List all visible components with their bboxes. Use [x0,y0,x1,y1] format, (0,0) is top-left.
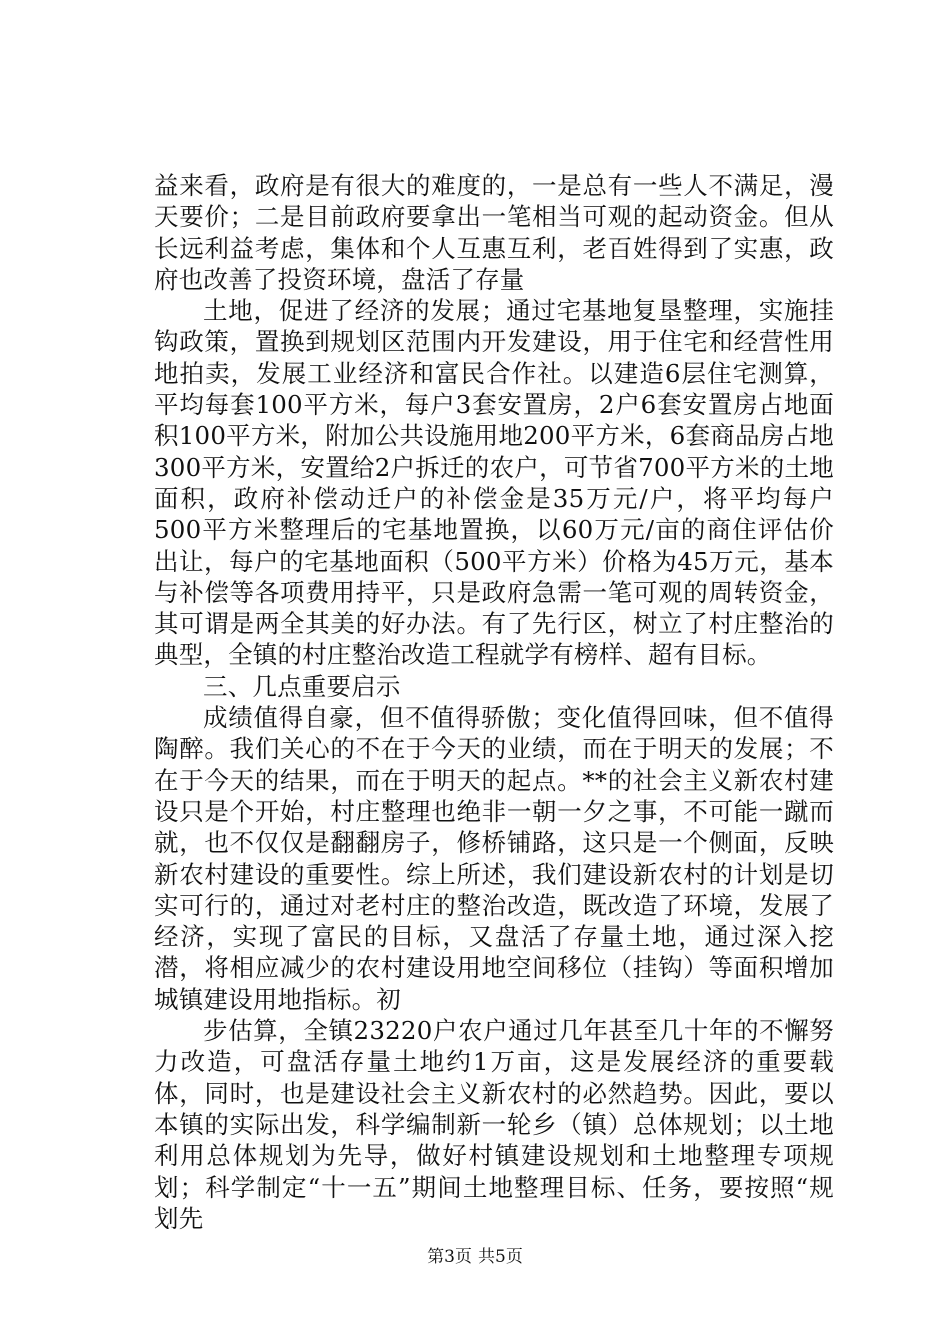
page-total: 共5页 [478,1247,523,1267]
paragraph-achievements: 成绩值得自豪，但不值得骄傲；变化值得回味，但不值得陶醉。我们关心的不在于今天的业绩，而在于明天的发展；不在于今天的结果，而在于明天的起点。**的社会主义新农村建设只是个开始，村庄整理也绝非一朝一夕之事，不可能一蹴而就，也不仅仅是翻翻房子，修桥铺路，这只是一个侧面，反映新农村建设的重要性。综上所述，我们建设新农村的计划是切实可行的，通过对老村庄的整治改造，既改造了环境，发展了经济，实现了富民的目标，又盘活了存量土地，通过深入挖潜，将相应减少的农村建设用地空间移位（挂钩）等面积增加城镇建设用地指标。初 [154,703,834,1014]
page-footer [0,1247,950,1267]
paragraph-continued: 益来看，政府是有很大的难度的，一是总有一些人不满足，漫天要价；二是目前政府要拿出一笔相当可观的起动资金。但从长远利益考虑，集体和个人互惠互利，老百姓得到了实惠，政府也改善了投资环境，盘活了存量 [154,171,834,294]
document-body [154,170,834,1234]
page-number: 第3页 [427,1247,472,1267]
paragraph-estimate: 步估算，全镇23220户农户通过几年甚至几十年的不懈努力改造，可盘活存量土地约1万亩，这是发展经济的重要载体，同时，也是建设社会主义新农村的必然趋势。因此，要以本镇的实际出发，科学编制新一轮乡（镇）总体规划；以土地利用总体规划为先导，做好村镇建设规划和土地整理专项规划；科学制定“十一五”期间土地整理目标、任务，要按照“规划先 [154,1016,834,1233]
section-heading-insights: 三、几点重要启示 [203,671,401,701]
paragraph-land-replacement: 土地，促进了经济的发展；通过宅基地复垦整理，实施挂钩政策，置换到规划区范围内开发建设，用于住宅和经营性用地拍卖，发展工业经济和富民合作社。以建造6层住宅测算，平均每套100平方米，每户3套安置房，2户6套安置房占地面积100平方米，附加公共设施用地200平方米，6套商品房占地300平方米，安置给2户拆迁的农户，可节省700平方米的土地面积，政府补偿动迁户的补偿金是35万元/户，将平均每户500平方米整理后的宅基地置换，以60万元/亩的商住评估价出让，每户的宅基地面积（500平方米）价格为45万元，基本与补偿等各项费用持平，只是政府急需一笔可观的周转资金，其可谓是两全其美的好办法。有了先行区，树立了村庄整治的典型，全镇的村庄整治改造工程就学有榜样、超有目标。 [154,296,834,670]
